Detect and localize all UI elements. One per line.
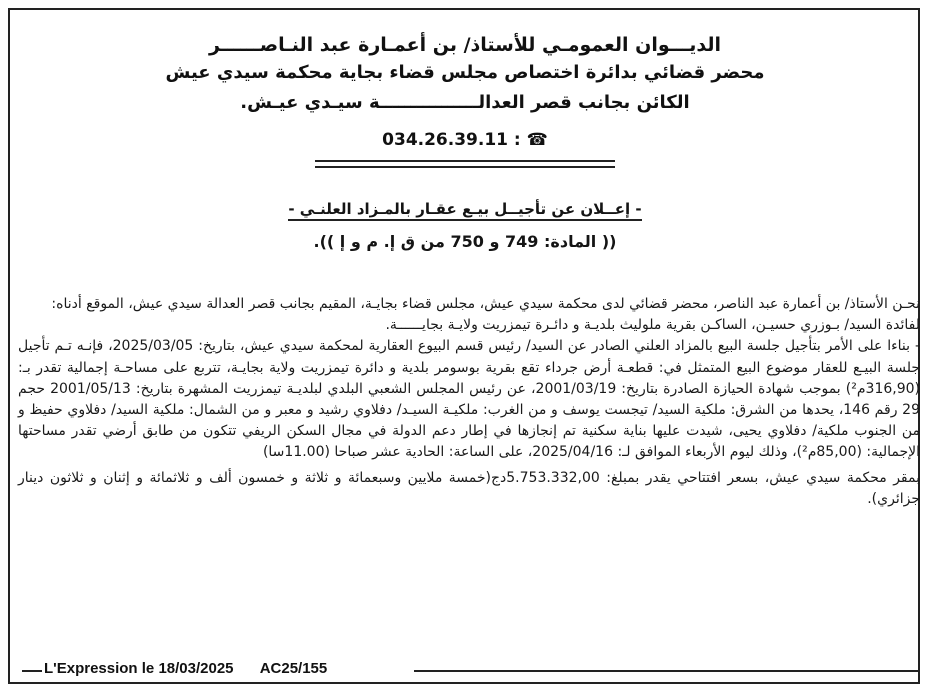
- phone-number: 034.26.39.11: [382, 130, 508, 150]
- footer-rule-right: [414, 670, 920, 672]
- body-paragraph-postponement: - بناءا على الأمر بتأجيل جلسة البيع بالمزاد العلني الصادر عن السيد/ رئيس قسم البيوع العقارية لمحكمة سيدي عيش، بتاريخ: 2025/03/05، فإنـه تـم تأجيل جلسة البيـع للعقار موضوع البيع المتمثل في: قطعـة أرض جرداء تقع بقرية بوسومر بلدية و دائرة تيمزريت ولاية بجايـة، تتربع على مساحـة إجمالية تقدر بـ: (316,90م²) بموجب شهادة الحيازة الصادرة بتاريخ: 2001/03/19، عن رئيس المجلس الشعبي البلدي لبلديـة تيمزريت المشهرة بتاريخ: 2001/05/13 حجم 29 رقم 146، يحدها من الشرق: ملكية السيد/ تيجست يوسف و من الغرب: ملكيـة السيـد/ دفلاوي رشيد و معبر و من الشمال: ملكية السيد/ دفلاوي حفيظ و من الجنوب ملكية/ دفلاوي يحيى، شيدت عليها بناية سكنية تم إنجازها في إطار دعم الدولة في مجال السكن الريفي تتكون من طابق أرضي تقدر مساحتها الإجمالية: (85,00م²)، وذلك ليوم الأربعاء الموافق لـ: 2025/04/16، على الساعة: الحادية عشر صباحا (11.00سا): [18, 338, 921, 461]
- office-phone: 034.26.39.11 : ☎: [382, 130, 548, 150]
- publication-footer: [44, 660, 327, 677]
- notice-subject: [0, 200, 930, 218]
- footer-rule-left: [22, 670, 42, 672]
- header-divider: [315, 160, 615, 168]
- body-paragraph-price: بمقر محكمة سيدي عيش، بسعر افتتاحي يقدر بمبلغ: 5.753.332,00دج(خمسة ملايين وسبعمائة و ثلاثة و خمسون ألف و ثلاثمائة و إثنان و ثلاثون دينار جزائري).: [18, 469, 920, 507]
- legal-article-reference: (( المادة: 749 و 750 من ق إ. م و إ )).: [313, 232, 617, 251]
- body-paragraph-beneficiary: لفائدة السيد/ بـوزري حسيـن، الساكـن بقرية ملوليث بلديـة و دائـرة تيمزريت ولايـة بجايــــــة.: [385, 317, 920, 334]
- office-jurisdiction: محضر قضائي بدائرة اختصاص مجلس قضاء بجاية محكمة سيدي عيش: [165, 62, 765, 83]
- office-address: الكائن بجانب قصر العدالــــــــــــــــة سيـدي عيـش.: [240, 92, 690, 113]
- notice-subject-text: - إعــلان عن تأجيــل بيـع عقـار بالمـزاد العلنـي -: [288, 200, 641, 221]
- publication-date: L'Expression le 18/03/2025: [44, 660, 234, 677]
- office-title: الديـــوان العمومـي للأستاذ/ بن أعمـارة عبد النـاصــــــر: [208, 34, 722, 56]
- body-paragraph-intro: نحـن الأستاذ/ بن أعمارة عبد الناصر، محضر قضائي لدى محكمة سيدي عيش، مجلس قضاء بجايـة، المقيم بجانب قصر العدالة سيدي عيش، الموقع أدناه:: [51, 296, 920, 312]
- telephone-icon: ☎: [526, 130, 548, 150]
- publication-reference: AC25/155: [259, 660, 328, 677]
- notice-body: [18, 294, 920, 510]
